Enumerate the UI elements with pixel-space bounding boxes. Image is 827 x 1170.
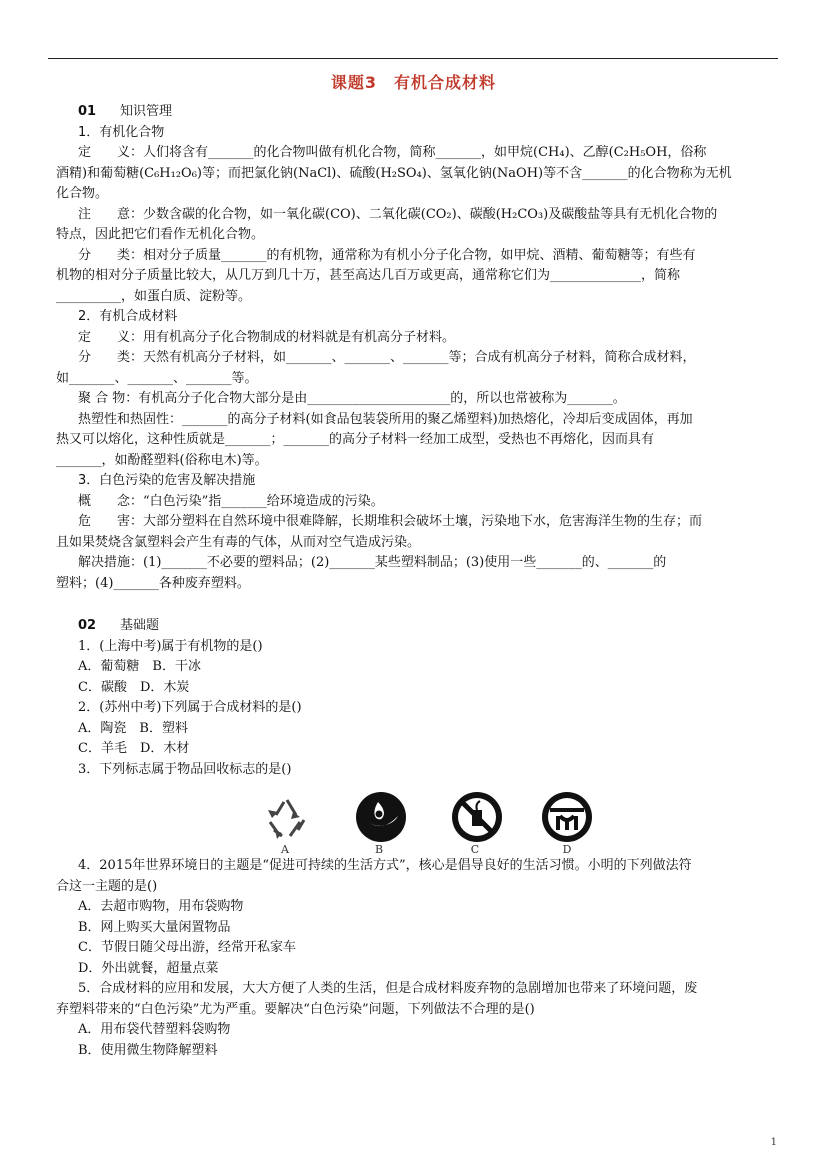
paragraph-harm-cont: 且如果焚烧含氯塑料会产生有毒的气体，从而对空气造成污染。 [56, 534, 421, 550]
question-4-cont: 合这一主题的是() [56, 878, 158, 894]
paragraph-material-classification-cont: 如_______、_______、_______等。 [56, 370, 258, 386]
paragraph-classification-cont: 机物的相对分子质量比较大，从几万到几十万，甚至高达几百万或更高，通常称它们为______________，简称 [56, 268, 681, 283]
paragraph-thermoplastic-cont2: _______，如酚醛塑料(俗称电木)等。 [56, 452, 268, 468]
question-1-options-ab: A．葡萄糖 B．干冰 [78, 659, 201, 674]
recycle-icon [260, 790, 314, 844]
page-number: 1 [770, 1137, 777, 1148]
question-1-options-cd: C．碳酸 D．木炭 [78, 679, 190, 695]
subheading-organic-compounds: 1．有机化合物 [78, 124, 165, 140]
question-2: 2．(苏州中考)下列属于合成材料的是() [78, 700, 302, 715]
question-2-options-cd: C．羊毛 D．木材 [78, 741, 190, 756]
question-5: 5．合成材料的应用和发展，大大方便了人类的生活，但是合成材料废弃物的急剧增加也带来了环境问题，废 [78, 981, 698, 996]
section-heading-knowledge: 01 知识管理 [78, 104, 173, 119]
paragraph-definition-cont: 酒精)和葡萄糖(C₆H₁₂O₆)等；而把氯化钠(NaCl)、硫酸(H₂SO₄)、氢氧化钠(NaOH)等不含_______的化合物称为无机 [56, 165, 732, 181]
symbol-label-c: C [470, 843, 480, 856]
question-2-options-ab: A．陶瓷 B．塑料 [78, 720, 188, 736]
recycle-mark-icon [540, 790, 594, 844]
symbol-label-a: A [281, 843, 289, 856]
question-4-option-d: D．外出就餐，超量点菜 [78, 960, 219, 976]
question-5-cont: 弃塑料带来的“白色污染”尤为严重。要解决“白色污染”问题，下列做法不合理的是() [56, 1001, 535, 1017]
paragraph-classification-cont2: __________，如蛋白质、淀粉等。 [56, 288, 252, 304]
paragraph-classification: 分 类：相对分子质量_______的有机物，通常称为有机小分子化合物，如甲烷、酒精、葡萄糖等；有些有 [78, 247, 696, 263]
water-saving-icon [354, 790, 408, 844]
paragraph-material-classification: 分 类：天然有机高分子材料，如_______、_______、_______等；合成有机高分子材料，简称合成材料， [78, 350, 696, 365]
symbol-label-b: B [374, 843, 384, 856]
question-4-option-b: B．网上购买大量闲置物品 [78, 919, 231, 935]
paragraph-harm: 危 害：大部分塑料在自然环境中很难降解，长期堆积会破坏土壤，污染地下水，危害海洋生物的生存；而 [78, 514, 703, 529]
paragraph-thermoplastic: 热塑性和热固性：_______的高分子材料(如食品包装袋所用的聚乙烯塑料)加热熔化，冷却后变成固体，再加 [78, 411, 693, 427]
recycling-symbols [78, 790, 778, 856]
subheading-white-pollution: 3．白色污染的危害及解决措施 [78, 473, 256, 488]
symbol-label-d: D [562, 843, 572, 856]
paragraph-note-cont: 特点，因此把它们看作无机化合物。 [56, 227, 265, 242]
no-fireworks-icon [450, 790, 504, 844]
page-title: 课题3 有机合成材料 [330, 73, 497, 92]
document-body [56, 100, 778, 1061]
paragraph-polymer: 聚 合 物：有机高分子化合物大部分是由______________________的，所以也常被称为_______。 [78, 391, 626, 406]
question-4-option-a: A．去超市购物，用布袋购物 [78, 899, 244, 914]
question-4: 4．2015年世界环境日的主题是“促进可持续的生活方式”，核心是倡导良好的生活习惯。小明的下列做法符 [78, 858, 692, 873]
question-5-option-b: B．使用微生物降解塑料 [78, 1042, 218, 1058]
paragraph-note: 注 意：少数含碳的化合物，如一氧化碳(CO)、二氧化碳(CO₂)、碳酸(H₂CO₃)及碳酸盐等具有无机化合物的 [78, 206, 718, 222]
question-3: 3．下列标志属于物品回收标志的是() [78, 761, 292, 777]
question-4-option-c: C．节假日随父母出游，经常开私家车 [78, 940, 296, 955]
paragraph-definition: 定 义：人们将含有_______的化合物叫做有机化合物，简称_______，如甲烷(CH₄)、乙醇(C₂H₅OH，俗称 [78, 145, 707, 160]
paragraph-solutions: 解决措施：(1)_______不必要的塑料品；(2)_______某些塑料制品；(3)使用一些_______的、_______的 [78, 555, 667, 570]
paragraph-solutions-cont: 塑料；(4)_______各种废弃塑料。 [56, 575, 250, 591]
header-rule [48, 58, 778, 59]
question-5-option-a: A．用布袋代替塑料袋购物 [78, 1022, 231, 1037]
paragraph-thermoplastic-cont: 热又可以熔化，这种性质就是_______；_______的高分子材料一经加工成型，受热也不再熔化，因而具有 [56, 432, 655, 447]
subheading-synthetic-materials: 2．有机合成材料 [78, 309, 178, 324]
paragraph-definition-cont2: 化合物。 [56, 186, 109, 201]
section-heading-basic: 02 基础题 [78, 618, 160, 633]
paragraph-material-definition: 定 义：用有机高分子化合物制成的材料就是有机高分子材料。 [78, 329, 456, 345]
paragraph-concept: 概 念：“白色污染”指_______给环境造成的污染。 [78, 493, 384, 509]
question-1: 1．(上海中考)属于有机物的是() [78, 638, 263, 654]
